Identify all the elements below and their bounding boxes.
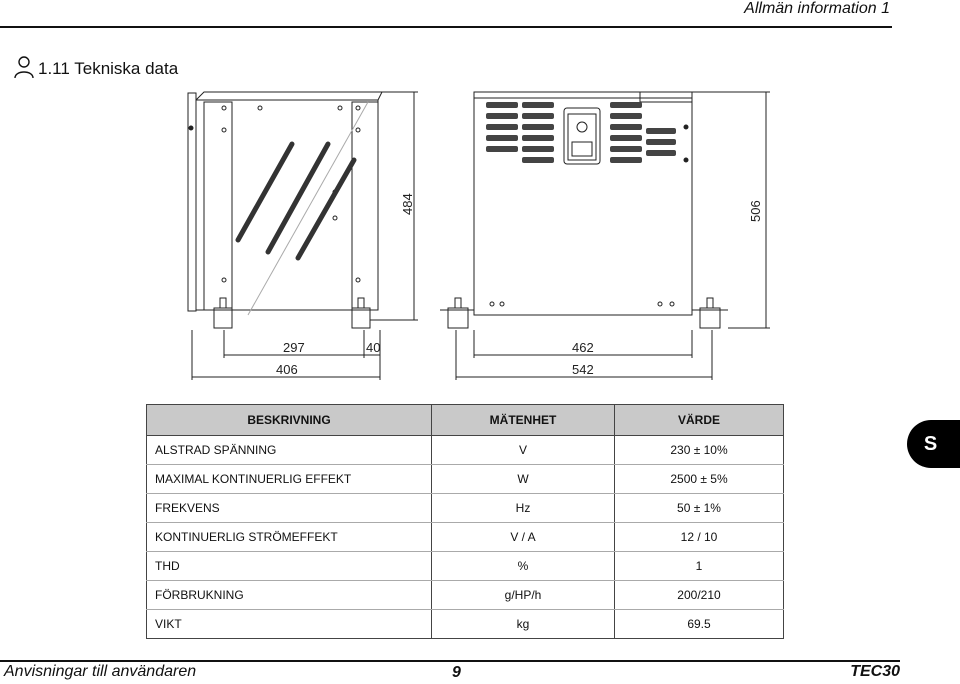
language-tab: S [907, 420, 960, 468]
front-width-label: 406 [276, 362, 298, 377]
side-vents [486, 102, 676, 163]
side-view [440, 92, 728, 328]
footer-rule [0, 660, 900, 662]
table-row [147, 581, 784, 610]
row-description: THD [147, 552, 432, 581]
row-description: FÖRBRUKNING [147, 581, 432, 610]
row-unit: V / A [432, 523, 615, 552]
front-view [188, 92, 382, 328]
row-unit: kg [432, 610, 615, 639]
table-row [147, 465, 784, 494]
table-row [147, 436, 784, 465]
table-row [147, 552, 784, 581]
row-value: 50 ± 1% [615, 494, 784, 523]
footer-model: TEC30 [850, 663, 900, 680]
row-value: 2500 ± 5% [615, 465, 784, 494]
row-value: 230 ± 10% [615, 436, 784, 465]
table-row [147, 610, 784, 639]
row-unit: W [432, 465, 615, 494]
row-unit: Hz [432, 494, 615, 523]
table-header-row [147, 405, 784, 436]
row-value: 1 [615, 552, 784, 581]
section-title: 1.11 Tekniska data [38, 59, 179, 78]
row-description: FREKVENS [147, 494, 432, 523]
row-unit: V [432, 436, 615, 465]
header-description: BESKRIVNING [147, 405, 432, 436]
side-inner-width-label: 462 [572, 340, 594, 355]
front-diagonals [238, 144, 354, 258]
front-height-label: 484 [400, 193, 415, 215]
row-description: ALSTRAD SPÄNNING [147, 436, 432, 465]
row-description: KONTINUERLIG STRÖMEFFEKT [147, 523, 432, 552]
row-unit: g/HP/h [432, 581, 615, 610]
table-row [147, 523, 784, 552]
header-rule [0, 26, 892, 28]
side-width-label: 542 [572, 362, 594, 377]
header-value: VÄRDE [615, 405, 784, 436]
header-unit: MÄTENHET [432, 405, 615, 436]
footer-doc-title: Anvisningar till användaren [4, 663, 197, 680]
person-icon [13, 55, 35, 79]
row-value: 12 / 10 [615, 523, 784, 552]
front-offset-label: 40 [366, 340, 381, 355]
front-inner-width-label: 297 [283, 340, 305, 355]
row-value: 69.5 [615, 610, 784, 639]
row-value: 200/210 [615, 581, 784, 610]
spec-table [146, 404, 784, 639]
table-row [147, 494, 784, 523]
dimension-drawing [180, 80, 780, 390]
side-height-label: 506 [748, 200, 763, 222]
row-description: VIKT [147, 610, 432, 639]
page-number: 9 [452, 664, 461, 681]
row-description: MAXIMAL KONTINUERLIG EFFEKT [147, 465, 432, 494]
row-unit: % [432, 552, 615, 581]
header-title: Allmän information 1 [744, 0, 890, 17]
